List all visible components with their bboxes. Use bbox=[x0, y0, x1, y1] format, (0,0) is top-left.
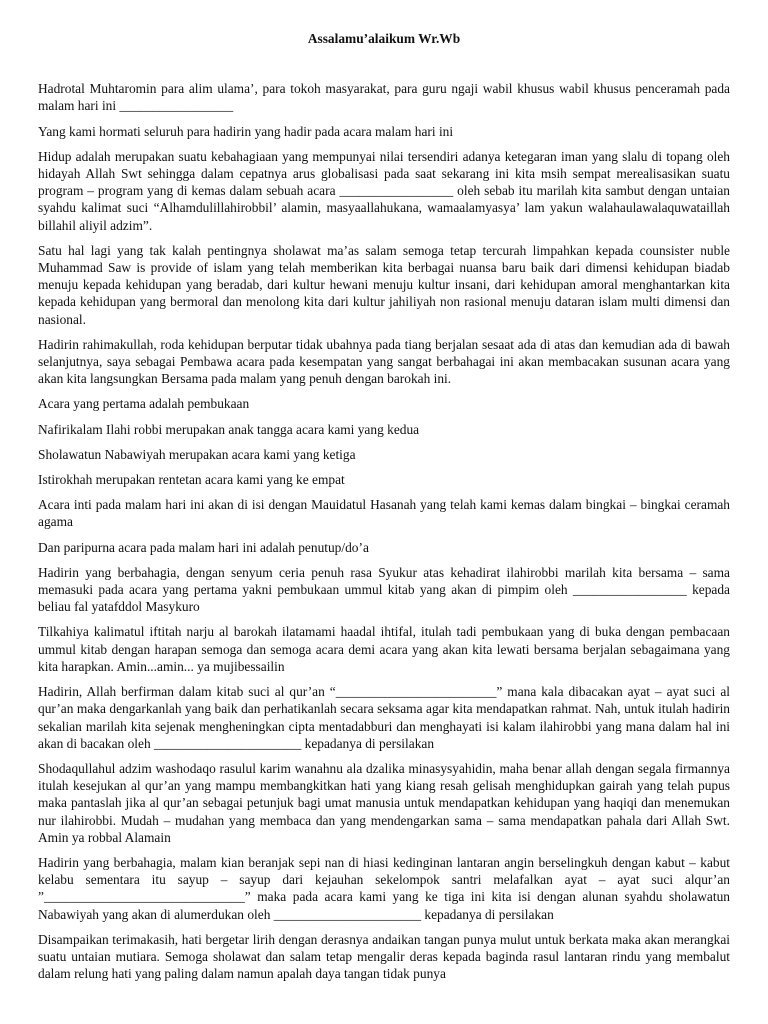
agenda-item-sholawat: Sholawatun Nabawiyah merupakan acara kami yang ketiga bbox=[38, 446, 356, 462]
agenda-item-opening: Acara yang pertama adalah pembukaan bbox=[38, 396, 250, 412]
paragraph-opening-praise: Hidup adalah merupakan suatu kebahagiaan yang mempunyai nilai tersendiri adanya ketegaran iman yang slalu di topang oleh hidayah Allah Swt sehingga dalam cepatnya arus globalisasi pada saat sekarang ini kita msih sempat merealisasikan suatu program – program yang di kemas dalam sebuah acara _________________ oleh sebab itu marilah kita sambut dengan untaian syahdu kalimat suci “Alhamdulillahirobbil’ alamin, masyaallahukana, wamaalamyasya’ lam yakun walahaulawalaquwataillah billahil aliyil adzim”. bbox=[38, 148, 730, 233]
agenda-item-quran: Nafirikalam Ilahi robbi merupakan anak tangga acara kami yang kedua bbox=[38, 421, 420, 437]
paragraph-sholawat-performance: Hadirin yang berbahagia, malam kian beranjak sepi nan di hiasi kedinginan lantaran angin berselingkuh dengan kabut – kabut kelabu sementara itu sayup – sayup dari kejauhan sekelompok santri melafalkan ayat – ayat suci alqur’an ”______________________________” maka pada acara kami yang ke tiga ini kita isi dengan alunan syahdu sholawatun Nabawiyah yang akan di alumerdukan oleh ______________________ kepadanya di persilakan bbox=[38, 854, 730, 922]
paragraph-respect: Yang kami hormati seluruh para hadirin yang hadir pada acara malam hari ini bbox=[38, 123, 454, 139]
paragraph-opening-fatihah: Hadirin yang berbahagia, dengan senyum ceria penuh rasa Syukur atas kehadirat ilahirobbi marilah kita bersama – sama memasuki pada acara yang pertama yakni pembukaan ummul kitab yang akan di pimpim oleh _________________ kepada beliau fal yatafddol Masykuro bbox=[38, 564, 730, 615]
paragraph-after-recitation: Shodaqullahul adzim washodaqo rasulul karim wanahnu ala dzalika minasysyahidin, maha benar allah dengan segala firmannya itulah kesejukan al qur’an yang mampu membangkitkan hati yang kiang resah gelisah menghidupkan gairah yang telah pupus maka pantaslah jika al qur’an sebagai petunjuk bagi umat manusia untuk mendapatkan kehidupan yang haqiqi dan menemukan nur ilahirobbi. Mudah – mudahan yang membaca dan yang mendengarkan sama – sama mendapatkan pahala dari Allah Swt. Amin ya robbal Alamain bbox=[38, 760, 730, 845]
agenda-item-break: Istirokhah merupakan rentetan acara kami yang ke empat bbox=[38, 472, 345, 488]
paragraph-after-fatihah: Tilkahiya kalimatul iftitah narju al barokah ilatamami haadal ihtifal, itulah tadi pembukaan yang di buka dengan pembacaan ummul kitab dengan harapan semoga dan semoga acara demi acara yang akan kita lewati bersama berjalan sebagaimana yang kita harapkan. Amin...amin... ya mujibessailin bbox=[38, 624, 730, 674]
paragraph-quran-recitation: Hadirin, Allah berfirman dalam kitab suci al qur’an “________________________” mana kala dibacakan ayat – ayat suci al qur’an maka dengarkanlah yang baik dan perhatikanlah secara seksama agar kita mendapatkan rahmat. Nah, untuk itulah hadirin sekalian marilah kita sejenak mengheningkan cipta mentadabburi dan menghayati isi kalam ilahirobbi yang mana dalam hal ini akan di bacakan oleh ______________________ kepadanya di persilakan bbox=[38, 684, 730, 751]
page-title: Assalamu’alaikum Wr.Wb bbox=[307, 31, 461, 46]
paragraph-salutation: Hadrotal Muhtaromin para alim ulama’, para tokoh masyarakat, para guru ngaji wabil khusus wabil khusus penceramah pada malam hari ini _________________ bbox=[38, 81, 730, 114]
agenda-item-main-sermon: Acara inti pada malam hari ini akan di isi dengan Mauidatul Hasanah yang telah kami kemas dalam bingkai – bingkai ceramah agama bbox=[38, 497, 730, 530]
paragraph-sholawat: Satu hal lagi yang tak kalah pentingnya sholawat ma’as salam semoga tetap tercurah limpahkan kepada counsister nuble Muhammad Saw is provide of islam yang telah memberikan kita berbagai nuansa baru baik dari dimensi kehidupan biadab menuju kepada kehidupan yang beradab, dari kultur hewani menuju kultur insani, dari kehidupan amoral menghantarkan kita kepada kehidupan yang bermoral dan menolong kita dari kultur jahiliyah non rasional menuju dataran islam multi dimensi dan nasional. bbox=[38, 242, 730, 327]
paragraph-thanks: Disampaikan terimakasih, hati bergetar lirih dengan derasnya andaikan tangan punya mulut untuk berkata maka akan merangkai suatu untaian mutiara. Semoga sholawat dan salam tetap mengalir deras kepada baginda rasul lantaran rindu yang membalut dalam relung hati yang paling dalam namun apalah daya tangan tidak punya bbox=[38, 931, 730, 982]
paragraph-mc-introduction: Hadirin rahimakullah, roda kehidupan berputar tidak ubahnya pada tiang berjalan sesaat ada di atas dan kemudian ada di bawah selanjutnya, saya sebagai Pembawa acara pada kesempatan yang sangat berbahagai ini akan membacakan susunan acara yang akan kita langsungkan Bersama pada malam yang penuh dengan barokah ini. bbox=[38, 336, 730, 387]
agenda-item-closing: Dan paripurna acara pada malam hari ini adalah penutup/do’a bbox=[38, 539, 369, 555]
